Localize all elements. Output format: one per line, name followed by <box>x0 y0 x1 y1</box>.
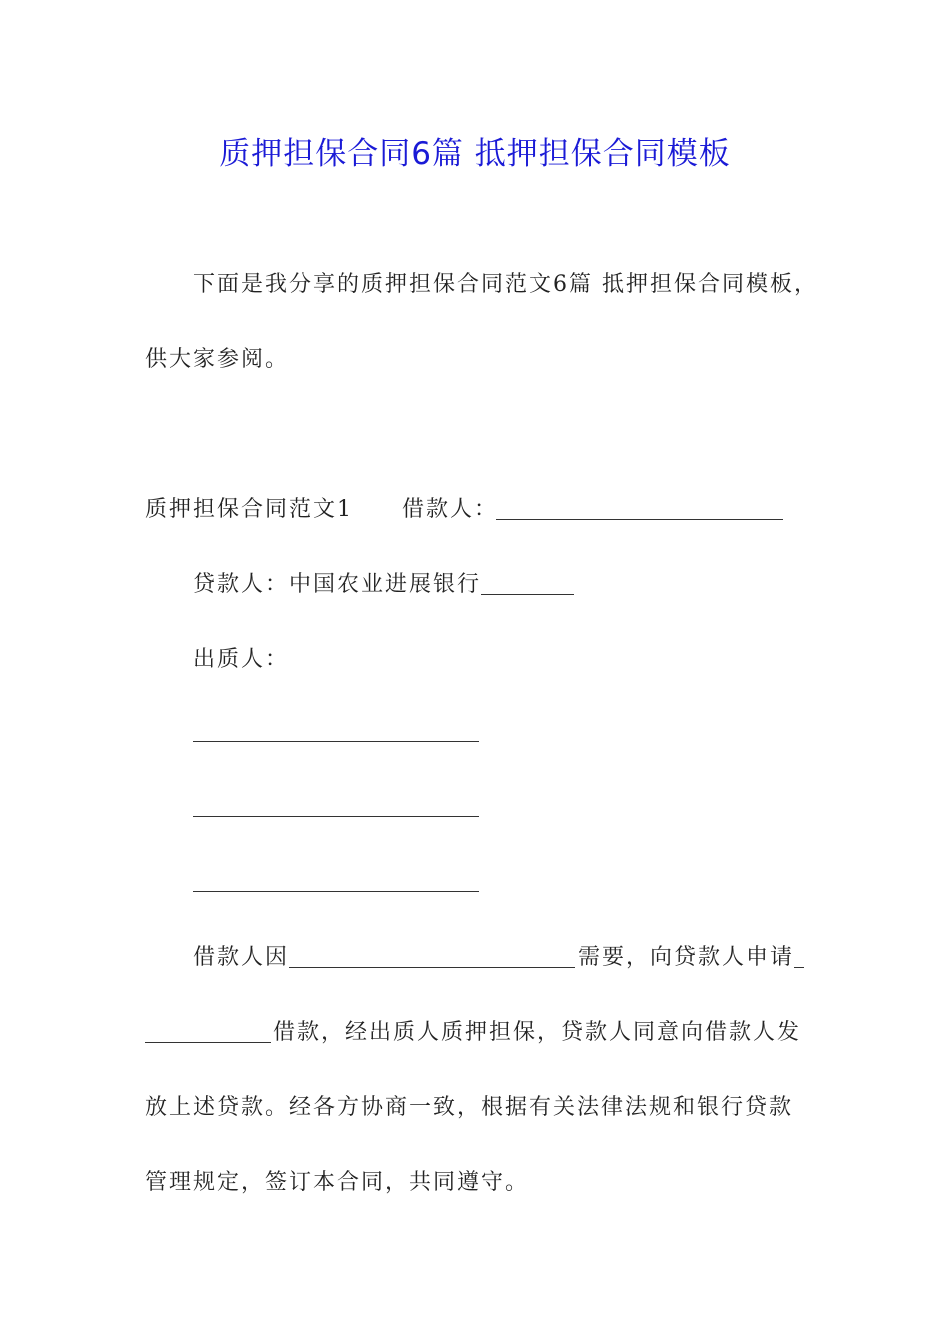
pledgor-blank-3 <box>193 891 479 892</box>
lender-blank <box>481 594 574 595</box>
lender-label: 贷款人：中国农业进展银行 <box>193 572 482 597</box>
document-title: 质押担保合同6篇 抵押担保合同模板 <box>219 136 731 172</box>
para-line-1-b: 需要，向贷款人申请 <box>578 945 795 970</box>
borrower-label: 借款人： <box>402 497 499 522</box>
borrower-blank <box>496 519 783 520</box>
intro-line-1: 下面是我分享的质押担保合同范文6篇 抵押担保合同模板， <box>193 272 818 297</box>
para-line-1-a: 借款人因 <box>193 945 290 970</box>
para-line-3: 放上述贷款。经各方协商一致，根据有关法律法规和银行贷款 <box>145 1095 794 1120</box>
pledgor-label: 出质人： <box>193 647 290 672</box>
intro-line-2: 供大家参阅。 <box>145 347 290 372</box>
para-line-2: 借款，经出质人质押担保，贷款人同意向借款人发 <box>273 1020 802 1045</box>
purpose-blank <box>289 967 575 968</box>
pledgor-blank-1 <box>193 741 479 742</box>
amount-blank-a <box>794 967 804 968</box>
para-line-4: 管理规定，签订本合同，共同遵守。 <box>145 1170 530 1195</box>
section-heading: 质押担保合同范文1 <box>145 497 353 522</box>
pledgor-blank-2 <box>193 816 479 817</box>
amount-blank-b <box>145 1042 271 1043</box>
